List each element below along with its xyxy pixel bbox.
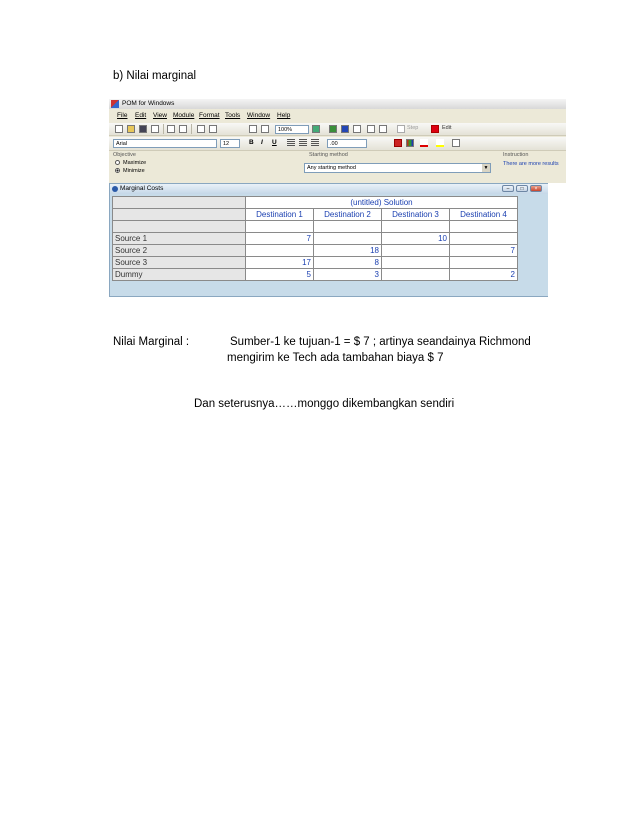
starting-method-select[interactable] bbox=[304, 163, 491, 173]
marginal-costs-window bbox=[109, 183, 549, 297]
help-pointer-icon[interactable] bbox=[367, 125, 375, 133]
font-select[interactable]: Arial bbox=[113, 139, 217, 148]
pencil-icon[interactable] bbox=[353, 125, 361, 133]
column-header[interactable]: Destination 4 bbox=[450, 209, 518, 221]
table-cell[interactable]: 17 bbox=[246, 257, 314, 269]
maximize-radio[interactable] bbox=[115, 160, 120, 165]
row-label[interactable]: Source 2 bbox=[113, 245, 246, 257]
solution-title-row bbox=[113, 197, 518, 209]
edit-label[interactable]: Edit bbox=[442, 125, 452, 131]
insert-row-icon[interactable] bbox=[197, 125, 205, 133]
minimize-option[interactable] bbox=[115, 168, 145, 174]
table-row bbox=[113, 269, 518, 281]
table-row bbox=[113, 233, 518, 245]
maximize-label: Maximize bbox=[123, 160, 147, 166]
calendar-icon[interactable] bbox=[261, 125, 269, 133]
border-icon[interactable] bbox=[452, 139, 460, 147]
insert-column-icon[interactable] bbox=[209, 125, 217, 133]
align-left-icon[interactable] bbox=[287, 139, 295, 147]
column-header[interactable]: Destination 1 bbox=[246, 209, 314, 221]
open-folder-icon[interactable] bbox=[127, 125, 135, 133]
decimal-select[interactable]: .00 bbox=[327, 139, 367, 148]
menu-edit[interactable]: Edit bbox=[135, 112, 147, 119]
corner-cell bbox=[113, 209, 246, 221]
underline-button[interactable]: U bbox=[272, 139, 277, 146]
table-cell[interactable] bbox=[382, 245, 450, 257]
triangle-icon[interactable] bbox=[341, 125, 349, 133]
marginal-costs-table bbox=[112, 196, 518, 281]
column-header[interactable]: Destination 2 bbox=[314, 209, 382, 221]
screenshot-crop-edge bbox=[548, 183, 566, 297]
minimize-radio[interactable] bbox=[115, 168, 120, 173]
app-title: POM for Windows bbox=[122, 100, 175, 107]
solution-title: (untitled) Solution bbox=[246, 197, 518, 209]
table-cell[interactable]: 2 bbox=[450, 269, 518, 281]
table-cell[interactable] bbox=[382, 269, 450, 281]
app-titlebar bbox=[109, 99, 566, 109]
nilai-marginal-label: Nilai Marginal : bbox=[113, 336, 190, 348]
table-row bbox=[113, 245, 518, 257]
table-cell[interactable] bbox=[246, 245, 314, 257]
menu-help[interactable]: Help bbox=[277, 112, 291, 119]
table-cell[interactable]: 8 bbox=[314, 257, 382, 269]
help-icon[interactable] bbox=[379, 125, 387, 133]
table-cell[interactable]: 18 bbox=[314, 245, 382, 257]
copy-icon[interactable] bbox=[179, 125, 187, 133]
table-cell[interactable] bbox=[450, 233, 518, 245]
bold-button[interactable]: B bbox=[249, 139, 254, 146]
table-cell[interactable]: 7 bbox=[246, 233, 314, 245]
maximize-window-icon[interactable]: □ bbox=[516, 185, 528, 192]
edit-stop-icon[interactable] bbox=[431, 125, 439, 133]
explanation-line-1: Sumber-1 ke tujuan-1 = $ 7 ; artinya seandainya Richmond bbox=[230, 336, 531, 348]
toolbar-separator bbox=[191, 124, 192, 134]
table-cell[interactable]: 3 bbox=[314, 269, 382, 281]
table-cell[interactable] bbox=[314, 233, 382, 245]
pom-screenshot bbox=[109, 99, 566, 297]
grid-icon[interactable] bbox=[249, 125, 257, 133]
corner-cell bbox=[113, 197, 246, 209]
table-cell[interactable] bbox=[382, 257, 450, 269]
main-toolbar bbox=[109, 123, 566, 136]
toolbar-separator bbox=[163, 124, 164, 134]
instruction-text: There are more results bbox=[503, 161, 559, 167]
column-header[interactable]: Destination 3 bbox=[382, 209, 450, 221]
table-view-icon[interactable] bbox=[312, 125, 320, 133]
app-logo-icon bbox=[111, 100, 119, 108]
color-grid-icon[interactable] bbox=[406, 139, 414, 147]
menu-tools[interactable]: Tools bbox=[225, 112, 241, 119]
menu-view[interactable]: View bbox=[153, 112, 167, 119]
starting-method-label: Starting method bbox=[309, 152, 348, 158]
starting-method-value: Any starting method bbox=[307, 165, 356, 171]
table-cell[interactable]: 10 bbox=[382, 233, 450, 245]
menu-file[interactable]: File bbox=[117, 112, 128, 119]
save-icon[interactable] bbox=[139, 125, 147, 133]
maximize-option[interactable] bbox=[115, 160, 146, 166]
menu-format[interactable]: Format bbox=[199, 112, 220, 119]
close-icon[interactable]: × bbox=[530, 185, 542, 192]
window-icon bbox=[112, 186, 118, 192]
row-label[interactable]: Source 1 bbox=[113, 233, 246, 245]
zoom-select[interactable]: 100% bbox=[275, 125, 309, 134]
table-cell[interactable]: 5 bbox=[246, 269, 314, 281]
format-toolbar bbox=[109, 137, 566, 151]
spacer-row bbox=[113, 221, 518, 233]
instruction-label: Instruction bbox=[503, 152, 529, 158]
table-cell[interactable] bbox=[450, 257, 518, 269]
italic-button[interactable]: I bbox=[261, 139, 263, 146]
options-bar bbox=[109, 151, 566, 181]
section-heading: b) Nilai marginal bbox=[113, 70, 197, 82]
window-title: Marginal Costs bbox=[120, 185, 164, 192]
fill-color-icon[interactable] bbox=[436, 139, 444, 147]
cut-icon[interactable] bbox=[167, 125, 175, 133]
align-right-icon[interactable] bbox=[311, 139, 319, 147]
row-label[interactable]: Dummy bbox=[113, 269, 246, 281]
closing-line: Dan seterusnya……monggo dikembangkan sendiri bbox=[194, 398, 455, 410]
menu-bar bbox=[109, 111, 566, 121]
table-cell[interactable]: 7 bbox=[450, 245, 518, 257]
objective-label: Objective bbox=[113, 152, 136, 158]
table-row bbox=[113, 257, 518, 269]
explanation-line-2: mengirim ke Tech ada tambahan biaya $ 7 bbox=[227, 352, 444, 364]
minimize-window-icon[interactable]: – bbox=[502, 185, 514, 192]
align-center-icon[interactable] bbox=[299, 139, 307, 147]
minimize-label: Minimize bbox=[123, 168, 145, 174]
step-icon[interactable] bbox=[397, 125, 405, 133]
new-file-icon[interactable] bbox=[115, 125, 123, 133]
menu-module[interactable]: Module bbox=[173, 112, 195, 119]
font-color-icon[interactable] bbox=[420, 139, 428, 147]
print-icon[interactable] bbox=[151, 125, 159, 133]
menu-window[interactable]: Window bbox=[247, 112, 271, 119]
chevron-down-icon[interactable]: ▼ bbox=[483, 165, 489, 171]
window-titlebar bbox=[110, 184, 548, 194]
font-size-select[interactable]: 12 bbox=[220, 139, 240, 148]
step-label[interactable]: Step bbox=[407, 125, 419, 131]
header-row bbox=[113, 209, 518, 221]
record-icon[interactable] bbox=[394, 139, 402, 147]
solve-grid-icon[interactable] bbox=[329, 125, 337, 133]
row-label[interactable]: Source 3 bbox=[113, 257, 246, 269]
